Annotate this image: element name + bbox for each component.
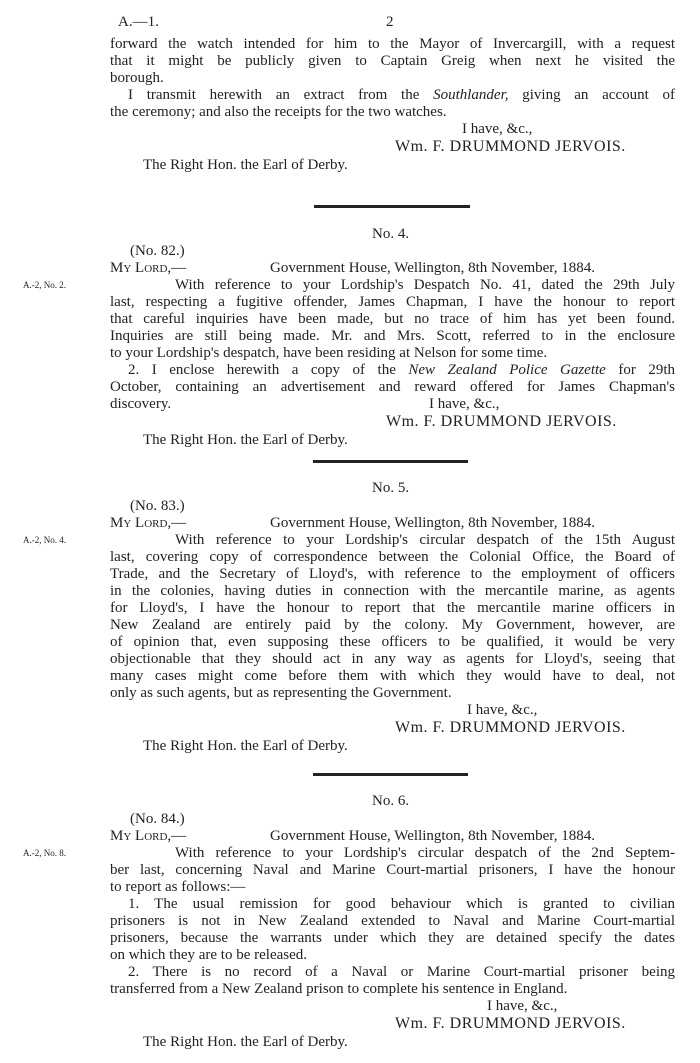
signature: Wm. F. DRUMMOND JERVOIS.	[395, 719, 626, 736]
margin-reference: A.-2, No. 4.	[23, 535, 66, 545]
closing: I have, &c.,	[467, 702, 538, 718]
body-line: With reference to your Lordship's Despatch No. 41, dated the 29th July	[175, 277, 675, 293]
despatch-ref: (No. 83.)	[130, 498, 185, 514]
intro-paragraph-2-end: the ceremony; and also the receipts for the two watches.	[110, 104, 447, 120]
intro-paragraph-2: I transmit herewith an extract from the Southlander, giving an account of	[128, 87, 676, 103]
despatch-ref: (No. 84.)	[130, 811, 185, 827]
place-date: Government House, Wellington, 8th November, 1884.	[270, 260, 595, 276]
body-line: of opinion that, even supposing these officers to be qualified, it would be very	[110, 634, 675, 650]
body-line: ber last, concerning Naval and Marine Court-martial prisoners, I have the honour	[110, 862, 675, 878]
body-line: to your Lordship's despatch, have been residing at Nelson for some time.	[110, 345, 548, 361]
salutation: My Lord,—	[110, 828, 187, 844]
body-line: Trade, and the Secretary of Lloyd's, with reference to the employment of officers	[110, 566, 675, 582]
closing: I have, &c.,	[429, 396, 500, 412]
place-date: Government House, Wellington, 8th November, 1884.	[270, 828, 595, 844]
place-date: Government House, Wellington, 8th November, 1884.	[270, 515, 595, 531]
signature: Wm. F. DRUMMOND JERVOIS.	[395, 1015, 626, 1032]
section-rule	[313, 460, 468, 463]
body-line: that careful inquiries have been made, but no trace of him has yet been found.	[110, 311, 675, 327]
body-line: October, containing an advertisement and reward offered for James Chapman's	[110, 379, 675, 395]
body-line: 2. There is no record of a Naval or Marine Court-martial prisoner being	[128, 964, 675, 980]
intro-line-2: that it might be publicly given to Captain Greig when next he visited the	[110, 53, 675, 69]
body-line: discovery.	[110, 396, 172, 412]
body-line: 2. I enclose herewith a copy of the New Zealand Police Gazette for 29th	[128, 362, 676, 378]
body-line: for Lloyd's, I have the honour to report that the mercantile marine officers in	[110, 600, 675, 616]
despatch-ref: (No. 82.)	[130, 243, 185, 259]
signature: Wm. F. DRUMMOND JERVOIS.	[395, 138, 626, 155]
section-rule	[313, 773, 468, 776]
intro-line-1: forward the watch intended for him to the Mayor of Invercargill, with a request	[110, 36, 675, 52]
salutation: My Lord,—	[110, 260, 187, 276]
body-line: on which they are to be released.	[110, 947, 307, 963]
body-line: Inquiries are still being made. Mr. and Mrs. Scott, referred to in the enclosure	[110, 328, 675, 344]
body-line: With reference to your Lordship's circular despatch of the 2nd Septem-	[175, 845, 675, 861]
closing: I have, &c.,	[462, 121, 533, 137]
document-title: No. 4.	[372, 226, 410, 242]
signature: Wm. F. DRUMMOND JERVOIS.	[386, 413, 617, 430]
addressee: The Right Hon. the Earl of Derby.	[143, 432, 348, 448]
document-title: No. 6.	[372, 793, 410, 809]
document-title: No. 5.	[372, 480, 410, 496]
body-line: 1. The usual remission for good behaviour which is granted to civilian	[128, 896, 675, 912]
margin-reference: A.-2, No. 2.	[23, 280, 66, 290]
body-line: to report as follows:—	[110, 879, 246, 895]
margin-reference: A.-2, No. 8.	[23, 848, 66, 858]
body-line: transferred from a New Zealand prison to complete his sentence in England.	[110, 981, 568, 997]
section-rule	[314, 205, 470, 208]
addressee: The Right Hon. the Earl of Derby.	[143, 157, 348, 173]
body-line: last, covering copy of correspondence between the Colonial Office, the Board of	[110, 549, 675, 565]
page-number: 2	[386, 14, 394, 30]
intro-line-3: borough.	[110, 70, 164, 86]
newspaper-title: Southlander,	[433, 87, 509, 103]
body-line: many cases might come before them with which they would have to deal, not	[110, 668, 675, 684]
body-line: in the colonies, having duties in connection with the mercantile marine, as agents	[110, 583, 675, 599]
body-line: objectionable that they should act in any way as agents for Lloyd's, seeing that	[110, 651, 675, 667]
addressee: The Right Hon. the Earl of Derby.	[143, 738, 348, 754]
body-line: New Zealand are entirely paid by the colony. My Government, however, are	[110, 617, 675, 633]
addressee: The Right Hon. the Earl of Derby.	[143, 1034, 348, 1050]
body-line: only as such agents, but as representing the Government.	[110, 685, 452, 701]
gazette-title: New Zealand Police Gazette	[408, 362, 606, 378]
body-line: prisoners, because the warrants under which they are detained specify the dates	[110, 930, 675, 946]
running-header: A.—1.	[118, 14, 159, 30]
body-line: last, respecting a fugitive offender, James Chapman, I have the honour to report	[110, 294, 675, 310]
body-line: With reference to your Lordship's circular despatch of the 15th August	[175, 532, 675, 548]
body-line: prisoners is not in New Zealand extended to Naval and Marine Court-martial	[110, 913, 675, 929]
salutation: My Lord,—	[110, 515, 187, 531]
closing: I have, &c.,	[487, 998, 558, 1014]
